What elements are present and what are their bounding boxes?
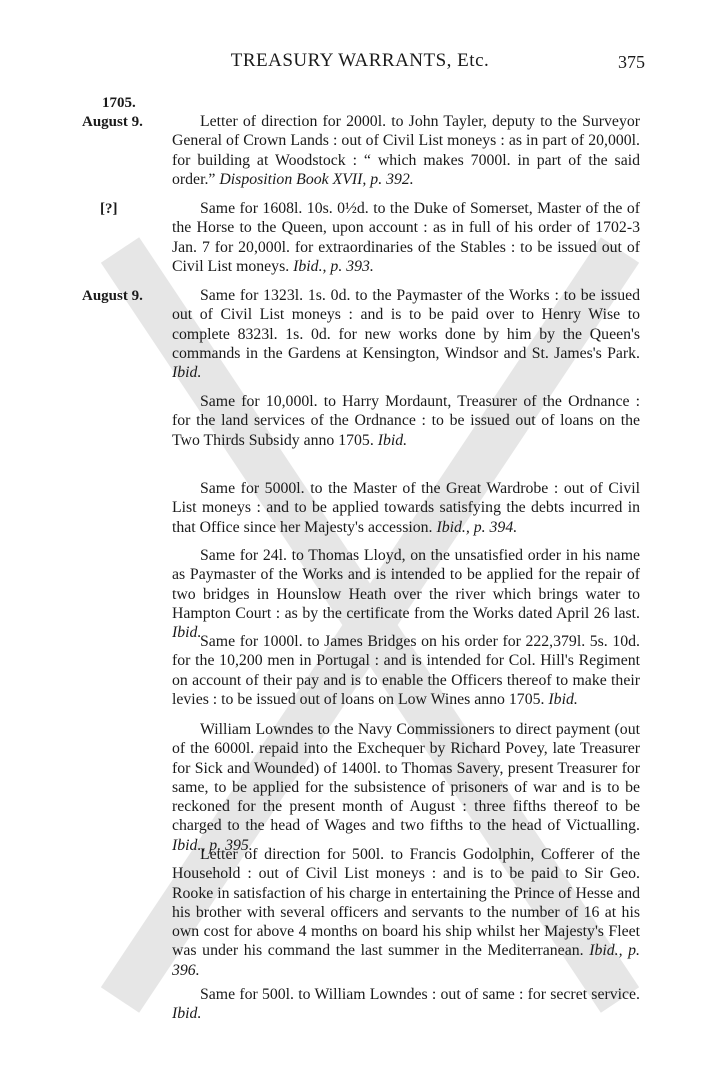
entry-reference: Ibid. — [548, 690, 578, 708]
entry-text: Same for 5000l. to the Master of the Great Wardrobe : out of Civil List moneys : and to be applied towards satisfying the debts incurred in that Office since her Majesty's accession. — [172, 480, 640, 536]
entry-reference: Ibid., p. 396. — [172, 942, 640, 979]
entry — [172, 479, 640, 537]
entry — [172, 985, 640, 1024]
page-number: 375 — [618, 52, 645, 72]
entry-reference: Ibid. — [172, 624, 202, 642]
entry-text: Same for 1000l. to James Bridges on his order for 222,379l. 5s. 10d. for the 10,200 men in Portugal : and is intended for Col. Hill's Regiment on account of their pay and is to enable the Officers thereof to make their levies : to be issued out of loans on Low Wines anno 1705. — [172, 633, 640, 708]
entry — [172, 392, 640, 450]
margin-date: [?] — [100, 201, 118, 217]
page-header-title: TREASURY WARRANTS, Etc. — [230, 50, 490, 71]
entry-text: Same for 1608l. 10s. 0½d. to the Duke of Somerset, Master of the of the Horse to the Queen, upon account : as in full of his order of 1702-3 Jan. 7 for 20,000l. for extraordinaries of the Stables : to be issued out of Civil List moneys. — [172, 200, 640, 275]
entry — [172, 546, 640, 642]
entry-reference: Disposition Book XVII, p. 392. — [219, 170, 414, 188]
entry-text: Letter of direction for 500l. to Francis Godolphin, Cofferer of the Household : out of Civil List moneys : and is to be paid to Sir Geo. Rooke in satisfaction of his charge in entertaining the Prince of Hesse and his brother with several officers and servants to the number of 16 at his own cost for above 4 months on board his ship whilst her Majesty's Fleet was under his command the last summer in the Mediterranean. — [172, 846, 640, 960]
entry — [172, 845, 640, 980]
entry — [172, 632, 640, 709]
entry — [172, 112, 640, 189]
entry-reference: Ibid., p. 395. — [172, 836, 253, 854]
entry — [172, 286, 640, 382]
entry-text: Letter of direction for 2000l. to John Tayler, deputy to the Surveyor General of Crown Lands : out of Civil List moneys : as in part of 20,000l. for building at Woodstock : “ which makes 7000l. in part of the said order.” — [172, 113, 640, 188]
entry-reference: Ibid. — [172, 1005, 202, 1023]
entry-text: Same for 1323l. 1s. 0d. to the Paymaster of the Works : to be issued out of Civil List moneys : and is to be paid over to Henry Wise to complete 8323l. 1s. 0d. for new works done by him by the Queen's commands in the Gardens at Kensington, Windsor and St. James's Park. — [172, 287, 640, 362]
entry-text: Same for 500l. to William Lowndes : out of same : for secret service. — [200, 986, 640, 1003]
entry-text: Same for 24l. to Thomas Lloyd, on the unsatisfied order in his name as Paymaster of the Works and is intended to be applied for the repair of two bridges in Hounslow Heath over the river which brings water to Hampton Court : as by the certificate from the Works dated April 26 last. — [172, 547, 640, 622]
year-label: 1705. — [102, 95, 136, 111]
entry-reference: Ibid. — [377, 431, 408, 449]
margin-date: August 9. — [82, 114, 143, 130]
entry-reference: Ibid. — [172, 364, 202, 382]
entry — [172, 199, 640, 276]
margin-date: August 9. — [82, 288, 143, 304]
entry-text: William Lowndes to the Navy Commissioners to direct payment (out of the 6000l. repaid into the Exchequer by Richard Povey, late Treasurer for Sick and Wounded) of 1400l. to Thomas Savery, present Treasurer for same, to be applied for the subsistence of prisoners of war and is to be reckoned for the present month of August : three fifths thereof to be charged to the head of Wages and two fifths to the head of Victualling. — [172, 721, 640, 835]
entry — [172, 720, 640, 855]
entry-text: Same for 10,000l. to Harry Mordaunt, Treasurer of the Ordnance : for the land services of the Ordnance : to be issued out of loans on the Two Thirds Subsidy anno 1705. — [172, 393, 640, 449]
entry-reference: Ibid., p. 394. — [436, 518, 518, 536]
entry-reference: Ibid., p. 393. — [293, 257, 374, 275]
